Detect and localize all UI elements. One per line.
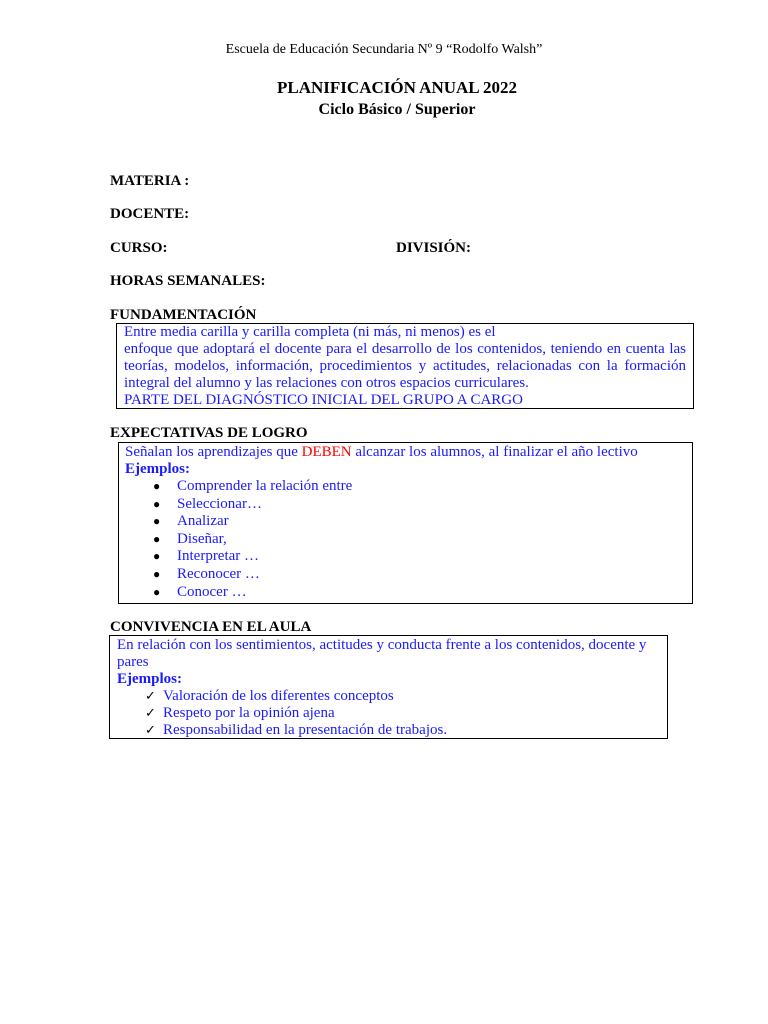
list-item-text: Respeto por la opinión ajena [163, 705, 335, 721]
fundamentacion-note: PARTE DEL DIAGNÓSTICO INICIAL DEL GRUPO A CARGO [124, 392, 523, 408]
bullet-icon: ● [153, 584, 161, 599]
convivencia-examples-label: Ejemplos: [117, 671, 182, 687]
list-item [117, 688, 660, 705]
field-division: DIVISIÓN: [396, 240, 472, 256]
expectativas-intro-end: alcanzar los alumnos, al finalizar el año lectivo [351, 444, 638, 460]
convivencia-box [109, 635, 668, 739]
bullet-icon: ● [153, 496, 161, 511]
checkmark-icon: ✓ [145, 706, 156, 721]
fundamentacion-heading: FUNDAMENTACIÓN [110, 307, 257, 323]
expectativas-box [118, 442, 693, 604]
expectativas-intro [125, 444, 686, 461]
fundamentacion-box [116, 323, 694, 409]
field-materia: MATERIA : [110, 173, 190, 189]
convivencia-intro: En relación con los sentimientos, actitudes y conducta frente a los contenidos, docente y pares [117, 637, 647, 670]
expectativas-intro-start: Señalan los aprendizajes que [125, 444, 302, 460]
list-item-text: Valoración de los diferentes conceptos [163, 688, 394, 704]
list-item-text: Interpretar … [177, 548, 260, 565]
expectativas-heading: EXPECTATIVAS DE LOGRO [110, 425, 308, 441]
expectativas-emphasis: DEBEN [301, 444, 352, 460]
bullet-icon: ● [153, 479, 161, 493]
bullet-icon: ● [153, 549, 161, 564]
bullet-icon: ● [153, 531, 161, 546]
fundamentacion-first-line: Entre media carilla y carilla completa (ni más, ni menos) es el [124, 324, 496, 340]
document-title: PLANIFICACIÓN ANUAL 2022 [277, 78, 517, 97]
list-item-text: Comprender la relación entre [177, 478, 353, 494]
checkmark-icon: ✓ [145, 723, 156, 738]
convivencia-heading: CONVIVENCIA EN EL AULA [110, 619, 312, 635]
field-horas-semanales: HORAS SEMANALES: [110, 273, 266, 289]
list-item [125, 548, 686, 566]
list-item-text: Analizar [177, 513, 229, 530]
list-item [125, 531, 686, 549]
fundamentacion-paragraph: enfoque que adoptará el docente para el desarrollo de los contenidos, teniendo en cuenta las teorías, modelos, información, procedimientos y actitudes, relacionadas con la formación integral del alumno y las relaciones con otros espacios curriculares. [124, 341, 686, 391]
list-item [125, 478, 686, 496]
list-item [117, 705, 660, 722]
document-subtitle: Ciclo Básico / Superior [318, 101, 476, 118]
expectativas-examples-label: Ejemplos: [125, 461, 190, 477]
list-item [125, 566, 686, 584]
expectativas-list [125, 478, 686, 601]
list-item [125, 584, 686, 602]
list-item [125, 513, 686, 531]
bullet-icon: ● [153, 514, 161, 529]
list-item-text: Conocer … [177, 583, 247, 600]
list-item-text: Seleccionar… [177, 495, 262, 512]
list-item [125, 496, 686, 514]
convivencia-list [117, 688, 660, 739]
list-item-text: Reconocer … [177, 565, 260, 582]
bullet-icon: ● [153, 566, 161, 581]
school-name: Escuela de Educación Secundaria Nº 9 “Rodolfo Walsh” [225, 42, 543, 57]
field-curso: CURSO: [110, 240, 168, 256]
list-item [117, 722, 660, 739]
list-item-text: Responsabilidad en la presentación de trabajos. [163, 722, 448, 738]
field-docente: DOCENTE: [110, 206, 190, 222]
list-item-text: Diseñar, [177, 530, 227, 547]
checkmark-icon: ✓ [145, 689, 156, 704]
